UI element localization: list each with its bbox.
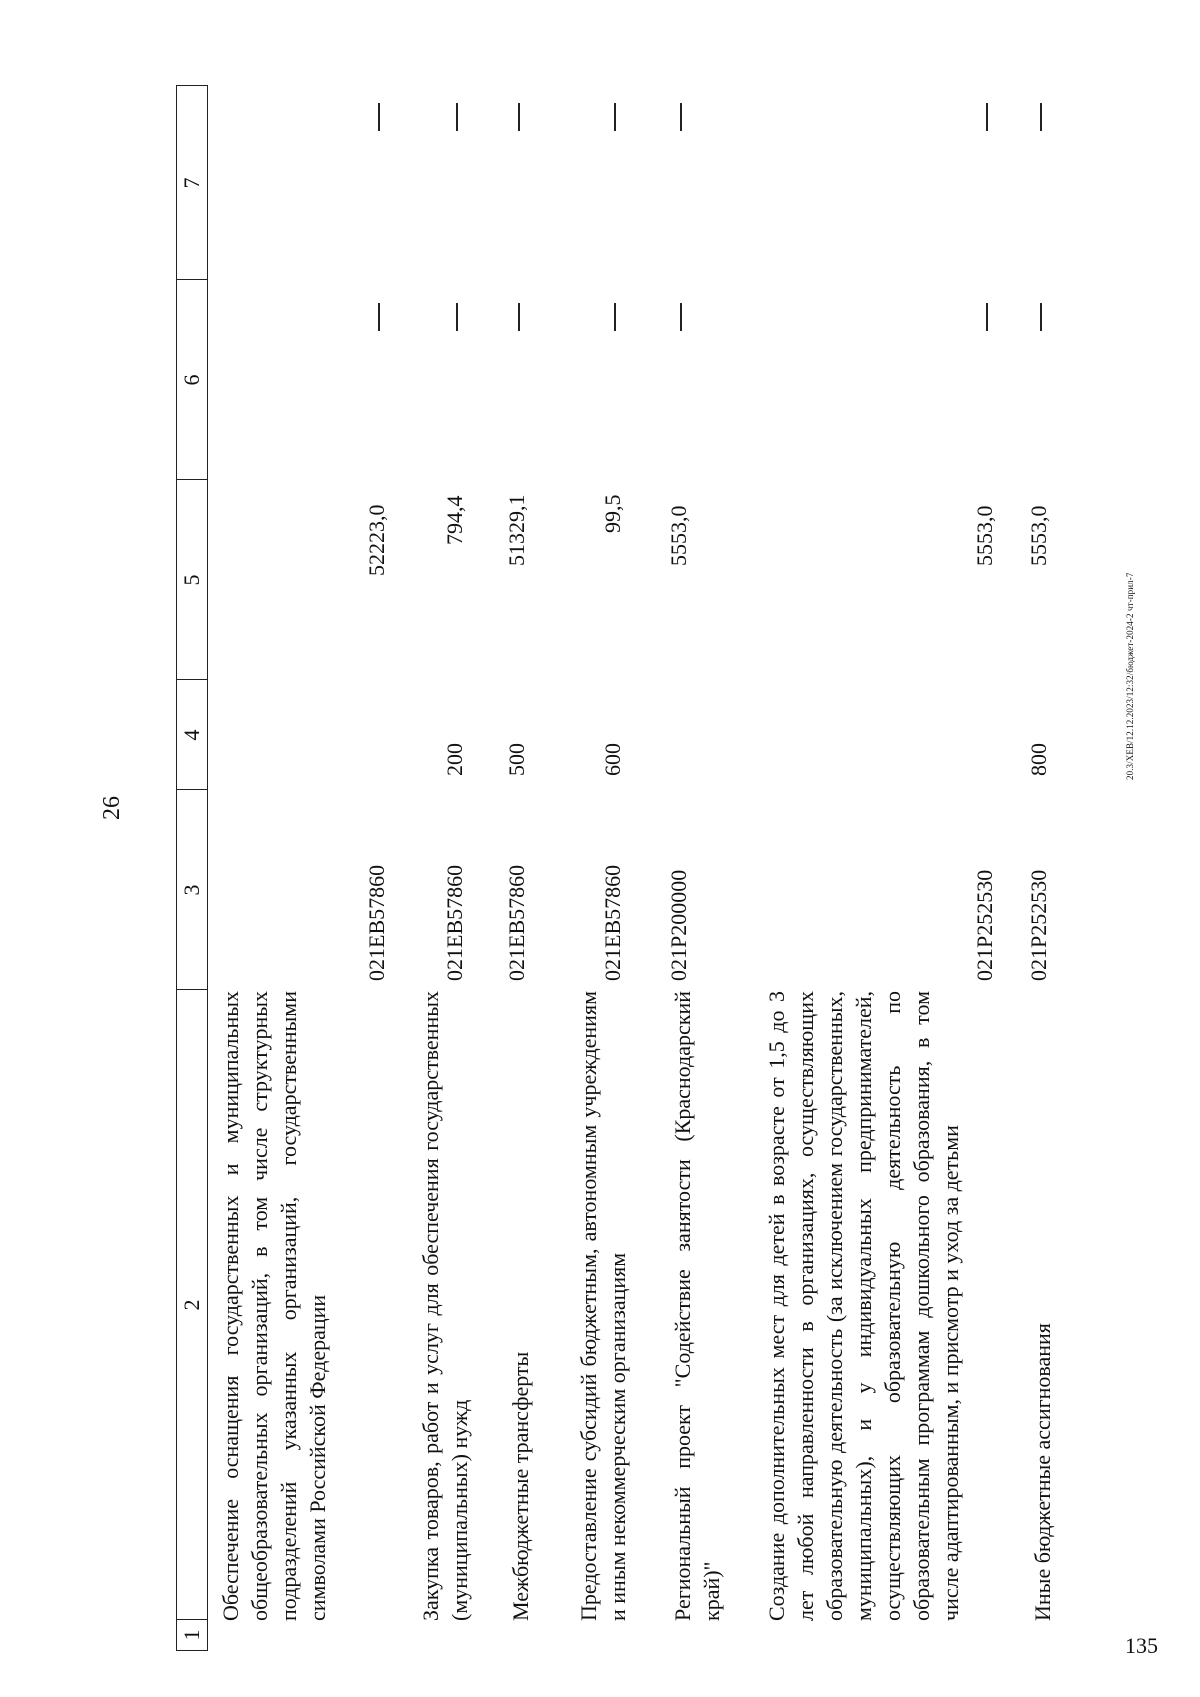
header-col-3: 3 <box>179 884 204 896</box>
table-row <box>216 85 401 1651</box>
header-col-7: 7 <box>179 177 204 189</box>
table-row <box>506 85 556 1651</box>
row-col7-dash <box>1040 103 1042 131</box>
document-footer-code: 20.3/ХЕВ/12.12.2023/12:32/бюджет-2024-2 чт-прил-7 <box>1125 572 1135 780</box>
table-row <box>1028 85 1068 1651</box>
row-col6-dash <box>1040 303 1042 331</box>
row-col7-dash <box>986 103 988 131</box>
sheet-number: 135 <box>1125 1633 1158 1658</box>
row-col7-dash <box>680 103 682 131</box>
row-code: 021P200000 <box>666 869 691 981</box>
header-col-5: 5 <box>179 574 204 586</box>
row-amount: 5553,0 <box>972 505 997 566</box>
row-col6-dash <box>378 303 380 331</box>
row-description: Обеспечение оснащения государственных и муниципальных общеобразовательных организаций, в том числе структурных подразделений указанных организаций, государственными символами Российской Федерации <box>218 991 331 1621</box>
row-description: Создание дополнительных мест для детей в возрасте от 1,5 до 3 лет любой направленности в организациях, осуществляющих образовательную деятельность (за исключением государственных, муниципальных), и у индивидуальных предпринимателей, осуществляющих образовательную деятельность по образовательным программам дошкольного образования, в том числе адаптированным, и присмотр и уход за детьми <box>764 991 964 1621</box>
row-amount: 52223,0 <box>364 504 389 576</box>
row-type: 800 <box>1026 743 1051 776</box>
row-col7-dash <box>614 103 616 131</box>
row-amount: 51329,1 <box>504 494 529 566</box>
row-code: 021P252530 <box>1026 869 1051 981</box>
header-col-1: 1 <box>179 1629 204 1641</box>
row-col6-dash <box>986 303 988 331</box>
table-row <box>574 85 654 1651</box>
row-col6-dash <box>518 303 520 331</box>
row-col6-dash <box>614 303 616 331</box>
row-col7-dash <box>378 103 380 131</box>
row-col7-dash <box>518 103 520 131</box>
header-col-6: 6 <box>179 374 204 386</box>
table-header-row <box>176 85 208 1651</box>
row-code: 021EB57860 <box>364 864 389 981</box>
row-col7-dash <box>456 103 458 131</box>
row-type: 200 <box>442 743 467 776</box>
row-amount: 5553,0 <box>1026 505 1051 566</box>
row-description: Межбюджетные трансферты <box>508 1351 533 1621</box>
budget-table <box>176 85 1076 1651</box>
row-code: 021EB57860 <box>504 864 529 981</box>
row-amount: 5553,0 <box>666 505 691 566</box>
row-col6-dash <box>680 303 682 331</box>
table-row <box>668 85 748 1651</box>
row-description: Предоставление субсидий бюджетным, автономным учреждениям и иным некоммерческим организациям <box>576 991 631 1621</box>
row-type: 600 <box>600 743 625 776</box>
row-type: 500 <box>504 743 529 776</box>
page-number: 26 <box>99 796 125 820</box>
table-row <box>416 85 496 1651</box>
header-col-4: 4 <box>179 729 204 741</box>
row-code: 021EB57860 <box>600 864 625 981</box>
row-col6-dash <box>456 303 458 331</box>
header-col-2: 2 <box>179 1299 204 1311</box>
row-code: 021P252530 <box>972 869 997 981</box>
table-row <box>762 85 1017 1651</box>
row-description: Иные бюджетные ассигнования <box>1030 1323 1055 1621</box>
row-amount: 794,4 <box>442 495 467 545</box>
row-description: Закупка товаров, работ и услуг для обеспечения государственных (муниципальных) нужд <box>418 991 473 1621</box>
row-description: Региональный проект "Содействие занятости (Краснодарский край)" <box>670 991 725 1621</box>
row-code: 021EB57860 <box>442 864 467 981</box>
row-amount: 99,5 <box>600 494 625 533</box>
